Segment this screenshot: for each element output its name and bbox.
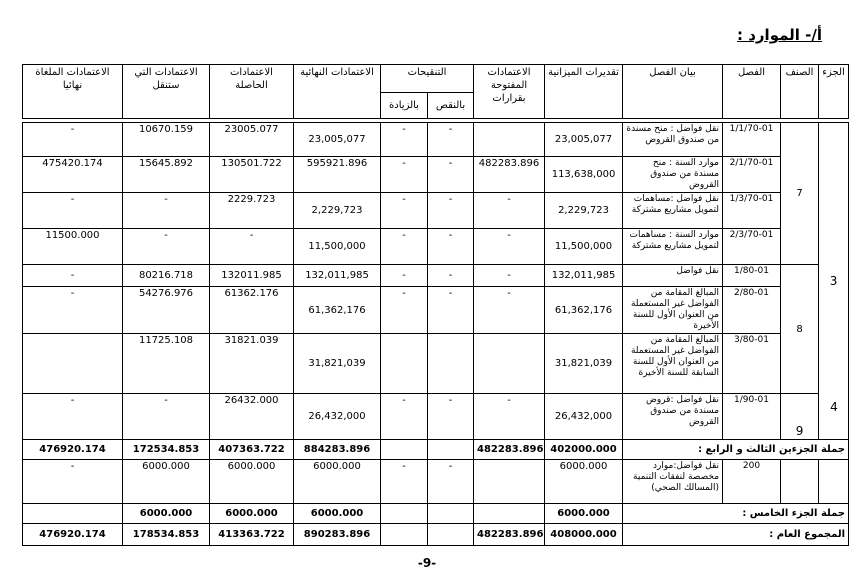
obtained: 31821.039 bbox=[210, 334, 294, 394]
transfer: 54276.976 bbox=[123, 287, 210, 334]
transfer: 11725.108 bbox=[123, 334, 210, 394]
budget: 402000.000 bbox=[545, 440, 623, 460]
transfer: - bbox=[123, 193, 210, 229]
plus: - bbox=[381, 229, 428, 265]
transfer: 10670.159 bbox=[123, 123, 210, 157]
minus bbox=[428, 524, 474, 546]
table-row bbox=[23, 123, 849, 157]
budget: 6000.000 bbox=[545, 504, 623, 524]
cancel: 476920.174 bbox=[23, 440, 123, 460]
minus: - bbox=[428, 193, 474, 229]
fasl: 1/1/70-01 bbox=[723, 123, 781, 157]
budget: 11,500,000 bbox=[545, 229, 623, 265]
fasl: 2/1/70-01 bbox=[723, 157, 781, 193]
bayan: نقل فواضل :قروض مسندة من صندوق القروض bbox=[623, 394, 723, 440]
table-row bbox=[23, 334, 849, 394]
budget: 6000.000 bbox=[545, 460, 623, 504]
cancel: - bbox=[23, 193, 123, 229]
minus: - bbox=[428, 460, 474, 504]
final: 31,821,039 bbox=[294, 334, 381, 394]
opened bbox=[474, 334, 545, 394]
final: 595921.896 bbox=[294, 157, 381, 193]
bayan: موارد السنة : منح مسندة من صندوق القروض bbox=[623, 157, 723, 193]
table-row bbox=[23, 229, 849, 265]
header-final: الاعتمادات النهائية bbox=[294, 65, 381, 119]
final: 23,005,077 bbox=[294, 123, 381, 157]
minus: - bbox=[428, 265, 474, 287]
cancel: - bbox=[23, 460, 123, 504]
minus: - bbox=[428, 157, 474, 193]
table-row bbox=[23, 460, 849, 504]
header-opened: الاعتمادات المفتوحة بقرارات bbox=[474, 65, 545, 119]
opened: - bbox=[474, 193, 545, 229]
final: 132,011,985 bbox=[294, 265, 381, 287]
fasl: 2/3/70-01 bbox=[723, 229, 781, 265]
header-obtained: الاعتمادات الحاصلة bbox=[210, 65, 294, 119]
final: 6000.000 bbox=[294, 460, 381, 504]
budget: 408000.000 bbox=[545, 524, 623, 546]
bayan: نقل فواضل bbox=[623, 265, 723, 287]
minus bbox=[428, 334, 474, 394]
fasl: 2/80-01 bbox=[723, 287, 781, 334]
sinf-empty bbox=[781, 460, 819, 504]
obtained: 6000.000 bbox=[210, 504, 294, 524]
table-row bbox=[23, 287, 849, 334]
sinf-9: 9 bbox=[781, 394, 819, 440]
cancel: - bbox=[23, 123, 123, 157]
opened: - bbox=[474, 394, 545, 440]
subtotal-row bbox=[23, 440, 849, 460]
header-juz: الجزء bbox=[819, 65, 849, 119]
transfer: 172534.853 bbox=[123, 440, 210, 460]
fasl: 1/3/70-01 bbox=[723, 193, 781, 229]
fasl: 3/80-01 bbox=[723, 334, 781, 394]
budget: 113,638,000 bbox=[545, 157, 623, 193]
bayan: المبالغ المقامة من الفواضل غير المستعملة من العنوان الأول للسنة السابقة للسنة الأخيرة bbox=[623, 334, 723, 394]
subtotal-row bbox=[23, 504, 849, 524]
transfer: - bbox=[123, 229, 210, 265]
table-row bbox=[23, 157, 849, 193]
grand-total-label: المجموع العام : bbox=[623, 524, 849, 546]
obtained: 61362.176 bbox=[210, 287, 294, 334]
table-row bbox=[23, 265, 849, 287]
grand-total-row bbox=[23, 524, 849, 546]
minus: - bbox=[428, 123, 474, 157]
header-cancel: الاعتمادات الملغاة نهائيا bbox=[23, 65, 123, 119]
header-transfer: الاعتمادات التي ستنقل bbox=[123, 65, 210, 119]
fasl: 200 bbox=[723, 460, 781, 504]
cancel: 11500.000 bbox=[23, 229, 123, 265]
final: 6000.000 bbox=[294, 504, 381, 524]
transfer: 6000.000 bbox=[123, 504, 210, 524]
subtotal-label: جملة الجزءين الثالث و الرابع : bbox=[623, 440, 849, 460]
budget: 23,005,077 bbox=[545, 123, 623, 157]
obtained: 6000.000 bbox=[210, 460, 294, 504]
plus: - bbox=[381, 123, 428, 157]
subtotal-label: جملة الجزء الخامس : bbox=[623, 504, 849, 524]
bayan: نقل فواضل :مساهمات لتمويل مشاريع مشتركة bbox=[623, 193, 723, 229]
transfer: 178534.853 bbox=[123, 524, 210, 546]
plus: - bbox=[381, 265, 428, 287]
plus: - bbox=[381, 287, 428, 334]
final: 890283.896 bbox=[294, 524, 381, 546]
table-row bbox=[23, 193, 849, 229]
header-fasl: الفصل bbox=[723, 65, 781, 119]
transfer: 80216.718 bbox=[123, 265, 210, 287]
juz-3: 3 bbox=[819, 123, 849, 440]
plus: - bbox=[381, 460, 428, 504]
opened: 482283.896 bbox=[474, 524, 545, 546]
juz-empty bbox=[819, 460, 849, 504]
opened: - bbox=[474, 287, 545, 334]
sinf-8: 8 bbox=[781, 265, 819, 394]
plus bbox=[381, 334, 428, 394]
opened bbox=[474, 460, 545, 504]
budget: 31,821,039 bbox=[545, 334, 623, 394]
header-budget: تقديرات الميزانية bbox=[545, 65, 623, 119]
fasl: 1/90-01 bbox=[723, 394, 781, 440]
header-sinf: الصنف bbox=[781, 65, 819, 119]
bayan: موارد السنة : مساهمات لتمويل مشاريع مشتركة bbox=[623, 229, 723, 265]
opened: 482283.896 bbox=[474, 157, 545, 193]
final: 61,362,176 bbox=[294, 287, 381, 334]
obtained: 23005.077 bbox=[210, 123, 294, 157]
plus: - bbox=[381, 193, 428, 229]
final: 26,432,000 bbox=[294, 394, 381, 440]
plus bbox=[381, 504, 428, 524]
obtained: 130501.722 bbox=[210, 157, 294, 193]
obtained: 132011.985 bbox=[210, 265, 294, 287]
minus: - bbox=[428, 287, 474, 334]
plus: - bbox=[381, 157, 428, 193]
opened: - bbox=[474, 229, 545, 265]
plus bbox=[381, 440, 428, 460]
final: 2,229,723 bbox=[294, 193, 381, 229]
obtained: - bbox=[210, 229, 294, 265]
budget: 26,432,000 bbox=[545, 394, 623, 440]
fasl: 1/80-01 bbox=[723, 265, 781, 287]
plus bbox=[381, 524, 428, 546]
resources-table bbox=[22, 64, 849, 546]
opened: 482283.896 bbox=[474, 440, 545, 460]
budget: 132,011,985 bbox=[545, 265, 623, 287]
header-bayan: بيان الفصل bbox=[623, 65, 723, 119]
minus: - bbox=[428, 394, 474, 440]
cancel: - bbox=[23, 394, 123, 440]
budget: 61,362,176 bbox=[545, 287, 623, 334]
minus bbox=[428, 504, 474, 524]
obtained: 413363.722 bbox=[210, 524, 294, 546]
table-row bbox=[23, 394, 849, 440]
final: 11,500,000 bbox=[294, 229, 381, 265]
obtained: 2229.723 bbox=[210, 193, 294, 229]
transfer: - bbox=[123, 394, 210, 440]
bayan: المبالغ المقامة من الفواضل غير المستعملة من العنوان الأول للسنة الأخيرة bbox=[623, 287, 723, 334]
section-heading: أ/- الموارد : bbox=[737, 26, 822, 44]
header-plus: بالزيادة bbox=[381, 93, 428, 119]
bayan: نقل فواضل : منح مسندة من صندوق القروض bbox=[623, 123, 723, 157]
obtained: 407363.722 bbox=[210, 440, 294, 460]
final: 884283.896 bbox=[294, 440, 381, 460]
juz-4: 4 bbox=[822, 400, 846, 414]
header-adjust: التنقيحات bbox=[381, 65, 474, 93]
sinf-7: 7 bbox=[781, 123, 819, 265]
cancel bbox=[23, 504, 123, 524]
page-number: -9- bbox=[417, 556, 437, 570]
transfer: 15645.892 bbox=[123, 157, 210, 193]
budget: 2,229,723 bbox=[545, 193, 623, 229]
cancel bbox=[23, 334, 123, 394]
header-minus: بالنقص bbox=[428, 93, 474, 119]
transfer: 6000.000 bbox=[123, 460, 210, 504]
opened: - bbox=[474, 265, 545, 287]
cancel: - bbox=[23, 287, 123, 334]
plus: - bbox=[381, 394, 428, 440]
minus: - bbox=[428, 229, 474, 265]
cancel: - bbox=[23, 265, 123, 287]
cancel: 476920.174 bbox=[23, 524, 123, 546]
opened bbox=[474, 504, 545, 524]
obtained: 26432.000 bbox=[210, 394, 294, 440]
opened bbox=[474, 123, 545, 157]
cancel: 475420.174 bbox=[23, 157, 123, 193]
bayan: نقل فواضل:موارد مخصصة لنفقات التنمية (المسالك الصحي) bbox=[623, 460, 723, 504]
minus bbox=[428, 440, 474, 460]
